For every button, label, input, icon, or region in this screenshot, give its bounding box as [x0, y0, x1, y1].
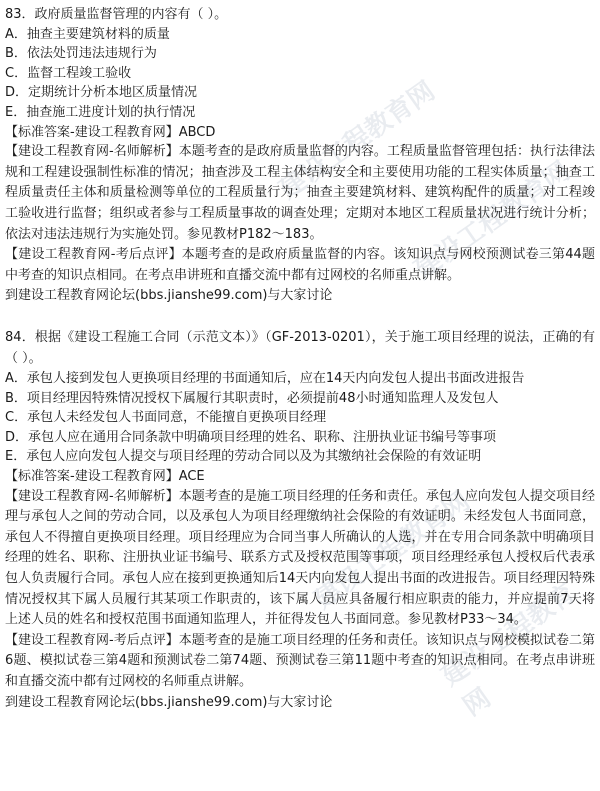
forum-link[interactable]: 到建设工程教育网论坛(bbs.jianshe99.com)与大家讨论 — [5, 288, 333, 304]
question-84 — [5, 328, 595, 712]
option-b: B．依法处罚违法违规行为 — [5, 46, 157, 62]
post-exam-review: 【建设工程教育网-考后点评】本题考查的是施工项目经理的任务和责任。该知识点与网校模拟试卷二第6题、模拟试卷三第4题和预测试卷二第74题、预测试卷三第11题中考查的知识点相同。在考点串讲班和直播交流中都有过网校的名师重点讲解。 — [5, 632, 595, 689]
option-a: A．承包人接到发包人更换项目经理的书面通知后，应在14天内向发包人提出书面改进报告 — [5, 371, 525, 387]
option-a: A．抽查主要建筑材料的质量 — [5, 26, 170, 42]
option-b: B．项目经理因特殊情况授权下属履行其职责时，必须提前48小时通知监理人及发包人 — [5, 390, 499, 406]
teacher-analysis: 【建设工程教育网-名师解析】本题考查的是施工项目经理的任务和责任。承包人应向发包人提交项目经理与承包人之间的劳动合同，以及承包人为项目经理缴纳社会保险的有效证明。未经发包人书面同意，承包人不得擅自更换项目经理。项目经理应为合同当事人所确认的人选，并在专用合同条款中明确项目经理的姓名、职称、注册执业证书编号、联系方式及授权范围等事项，项目经理经承包人授权后代表承包人负责履行合同。承包人应在接到更换通知后14天内向发包人提出书面的改进报告。项目经理因特殊情况授权其下属人员履行其某项工作职责的，该下属人员应具备履行相应职责的能力，并应提前7天将上述人员的姓名和授权范围书面通知监理人，并征得发包人书面同意。参见教材P33～34。 — [5, 488, 595, 628]
watermark: 建设工程教育网 — [274, 76, 441, 206]
watermark: 建设工程教育网 — [309, 486, 476, 616]
option-d: D．定期统计分析本地区质量情况 — [5, 85, 198, 101]
question-stem: 83．政府质量监督管理的内容有（ ）。 — [5, 7, 228, 22]
option-d: D．承包人应在通用合同条款中明确项目经理的姓名、职称、注册执业证书编号等事项 — [5, 429, 497, 445]
exam-document — [5, 5, 595, 712]
option-e: E．承包人应向发包人提交与项目经理的劳动合同以及为其缴纳社会保险的有效证明 — [5, 449, 482, 465]
option-e: E．抽查施工进度计划的执行情况 — [5, 104, 196, 120]
standard-answer: 【标准答案-建设工程教育网】ACE — [5, 469, 205, 485]
post-exam-review: 【建设工程教育网-考后点评】本题考查的是政府质量监督的内容。该知识点与网校预测试卷三第44题中考查的知识点相同。在考点串讲班和直播交流中都有过网校的名师重点讲解。 — [5, 247, 595, 283]
watermark: 建设工程教育网 — [436, 578, 582, 723]
watermark: 建设工程教育网 — [409, 156, 576, 286]
option-c: C．承包人未经发包人书面同意，不能擅自更换项目经理 — [5, 410, 327, 426]
forum-link[interactable]: 到建设工程教育网论坛(bbs.jianshe99.com)与大家讨论 — [5, 694, 333, 710]
option-c: C．监督工程竣工验收 — [5, 65, 132, 81]
question-83 — [5, 5, 595, 306]
teacher-analysis: 【建设工程教育网-名师解析】本题考查的是政府质量监督的内容。工程质量监督管理包括：执行法律法规和工程建设强制性标准的情况；抽查涉及工程主体结构安全和主要使用功能的工程实体质量；抽查工程质量责任主体和质量检测等单位的工程质量行为；抽查主要建筑材料、建筑构配件的质量；对工程竣工验收进行监督；组织或者参与工程质量事故的调查处理；定期对本地区工程质量状况进行统计分析；依法对违法违规行为实施处罚。参见教材P182～183。 — [5, 144, 595, 242]
question-stem: 84．根据《建设工程施工合同（示范文本）》（GF-2013-0201），关于施工项目经理的说法，正确的有（ ）。 — [5, 329, 595, 366]
standard-answer: 【标准答案-建设工程教育网】ABCD — [5, 124, 216, 140]
